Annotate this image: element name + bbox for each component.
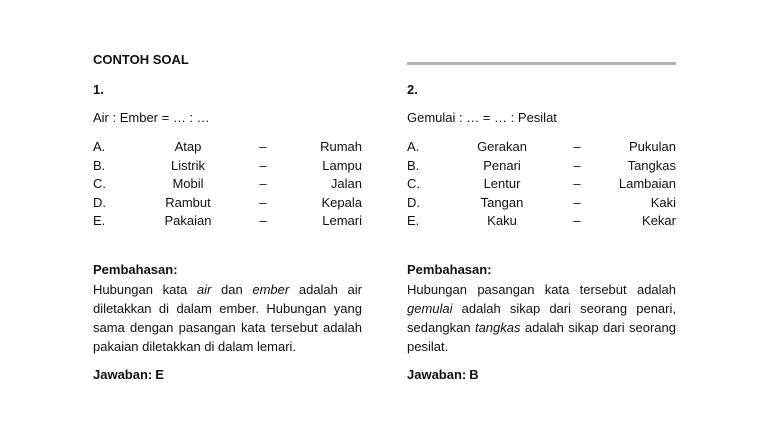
option-word-1: Tangan — [480, 194, 524, 210]
option-word-2: Pukulan — [629, 139, 676, 154]
option-dash: – — [573, 213, 581, 229]
q1-number: 1. — [93, 82, 104, 97]
option-word-2: Lambaian — [618, 176, 676, 192]
explanation-text: dan — [211, 282, 253, 297]
q2-option-a — [407, 138, 676, 157]
option-word-2: Jalan — [330, 176, 362, 192]
option-word-1: Gerakan — [477, 139, 527, 154]
option-word-1: Mobil — [172, 176, 204, 192]
option-word-2: Rumah — [320, 139, 362, 154]
option-word-1: Listrik — [171, 157, 205, 173]
answer-value: E — [155, 367, 164, 382]
answer-label: Jawaban: — [93, 367, 153, 382]
option-letter: D. — [407, 194, 420, 210]
option-word-2: Lemari — [322, 213, 362, 229]
option-letter: D. — [93, 194, 106, 210]
option-word-1: Rambut — [165, 194, 211, 210]
option-dash: – — [259, 194, 267, 210]
option-word-1: Pakaian — [164, 213, 212, 229]
q2-number: 2. — [407, 82, 418, 97]
q2-stem: Gemulai : … = … : Pesilat — [407, 110, 557, 125]
option-word-1: Lentur — [483, 176, 521, 192]
q2-options — [407, 138, 676, 231]
option-letter: E. — [407, 213, 420, 229]
explanation-text: Hubungan kata — [93, 282, 197, 297]
option-word-2: Kepala — [321, 194, 362, 210]
option-word-2: Kekar — [642, 213, 676, 229]
explanation-emphasis: gemulai — [407, 301, 453, 316]
q2-option-d — [407, 194, 676, 213]
q2-explanation — [407, 280, 676, 356]
answer-value: B — [469, 367, 479, 382]
q1-option-b — [93, 157, 362, 176]
q1-option-d — [93, 194, 362, 213]
option-word-2: Tangkas — [627, 157, 676, 173]
explanation-text: adalah air diletakkan di dalam ember. Hubungan yang sama dengan pasangan kata tersebut adalah pakaian diletakkan di dalam lemari. — [93, 282, 362, 354]
option-dash: – — [259, 176, 267, 192]
option-dash: – — [573, 194, 581, 210]
explanation-emphasis: air — [196, 282, 212, 297]
option-dash: – — [573, 139, 581, 154]
option-dash: – — [573, 157, 581, 173]
explanation-emphasis: tangkas — [474, 320, 521, 335]
option-letter: C. — [407, 176, 420, 192]
option-word-1: Penari — [483, 157, 521, 173]
divider-rule — [407, 62, 676, 65]
explanation-text: Hubungan pasangan kata tersebut adalah — [407, 282, 676, 297]
q1-option-c — [93, 175, 362, 194]
q2-explanation-heading: Pembahasan: — [407, 262, 492, 277]
option-letter: E. — [93, 213, 106, 229]
option-letter: A. — [93, 139, 106, 154]
q1-answer — [93, 367, 164, 382]
option-letter: B. — [93, 157, 106, 173]
option-dash: – — [573, 176, 581, 192]
q1-options — [93, 138, 362, 231]
option-letter: A. — [407, 139, 420, 154]
option-letter: C. — [93, 176, 106, 192]
answer-label: Jawaban: — [407, 367, 467, 382]
q1-stem: Air : Ember = … : … — [93, 110, 210, 125]
option-dash: – — [259, 157, 267, 173]
option-letter: B. — [407, 157, 420, 173]
q2-option-b — [407, 157, 676, 176]
q1-option-e — [93, 212, 362, 231]
option-dash: – — [259, 139, 267, 154]
q2-option-e — [407, 212, 676, 231]
option-word-1: Kaku — [487, 213, 517, 229]
option-word-1: Atap — [174, 139, 202, 154]
option-word-2: Lampu — [322, 157, 362, 173]
q1-explanation — [93, 280, 362, 356]
option-dash: – — [259, 213, 267, 229]
option-word-2: Kaki — [650, 194, 676, 210]
explanation-text: adalah sikap dari seorang penari, sedangkan — [407, 301, 676, 335]
section-title: CONTOH SOAL — [93, 52, 189, 67]
q2-option-c — [407, 175, 676, 194]
q2-answer — [407, 367, 479, 382]
q1-explanation-heading: Pembahasan: — [93, 262, 178, 277]
explanation-emphasis: ember — [252, 282, 290, 297]
q1-option-a — [93, 138, 362, 157]
explanation-text: adalah sikap dari seorang pesilat. — [407, 320, 676, 354]
